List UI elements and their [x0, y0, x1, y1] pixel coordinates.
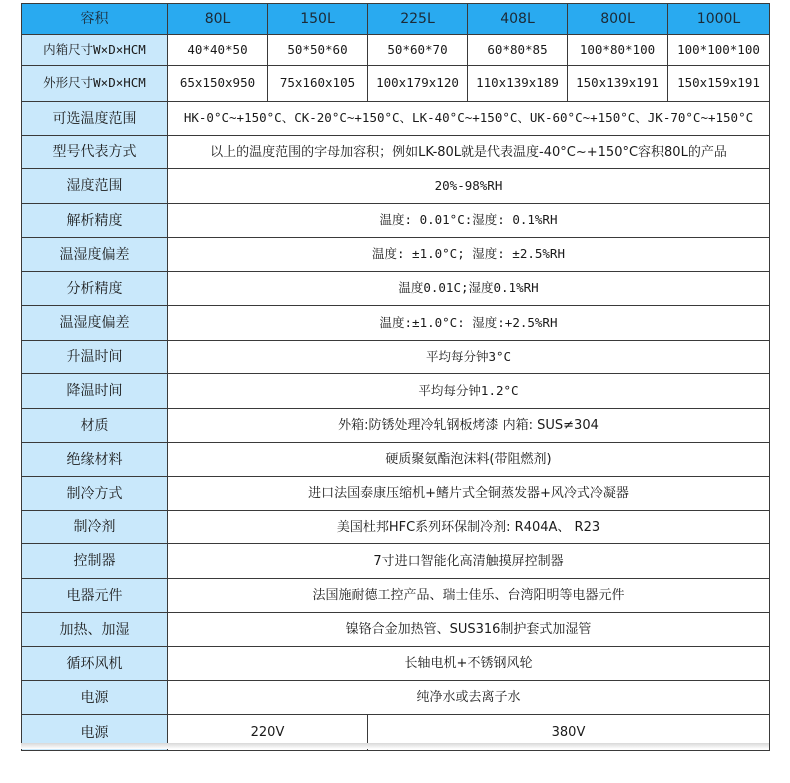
capacity-150l: 150L [268, 4, 368, 35]
spec-label: 分析精度 [22, 272, 168, 306]
power-380v: 380V [368, 715, 770, 751]
spec-label: 控制器 [22, 544, 168, 579]
spec-row [22, 443, 770, 477]
spec-label: 升温时间 [22, 341, 168, 374]
outer-size-cell: 150x159x191 [668, 66, 770, 102]
spec-row [22, 544, 770, 579]
spec-row [22, 341, 770, 374]
spec-row [22, 306, 770, 341]
power-label: 电源 [22, 715, 168, 751]
spec-row [22, 511, 770, 544]
outer-size-cell: 110x139x189 [468, 66, 568, 102]
outer-size-cell: 150x139x191 [568, 66, 668, 102]
spec-row [22, 579, 770, 613]
inner-size-cell: 50*50*60 [268, 35, 368, 66]
spec-label: 降温时间 [22, 374, 168, 409]
outer-size-label: 外形尺寸W×D×HCM [22, 66, 168, 102]
spec-value: 美国杜邦HFC系列环保制冷剂: R404A、 R23 [168, 511, 770, 544]
inner-size-cell: 100*100*100 [668, 35, 770, 66]
capacity-80l: 80L [168, 4, 268, 35]
spec-row [22, 204, 770, 238]
spec-value: 7寸进口智能化高清触摸屏控制器 [168, 544, 770, 579]
spec-row [22, 647, 770, 681]
spec-value: 进口法国泰康压缩机+鳍片式全铜蒸发器+风冷式冷凝器 [168, 477, 770, 511]
outer-size-row [22, 66, 770, 102]
spec-value: 纯净水或去离子水 [168, 681, 770, 715]
outer-size-cell: 75x160x105 [268, 66, 368, 102]
spec-label: 循环风机 [22, 647, 168, 681]
spec-label: 温湿度偏差 [22, 306, 168, 341]
spec-row [22, 272, 770, 306]
spec-label: 加热、加湿 [22, 613, 168, 647]
spec-value: 法国施耐德工控产品、瑞士佳乐、台湾阳明等电器元件 [168, 579, 770, 613]
spec-label: 材质 [22, 409, 168, 443]
spec-row [22, 681, 770, 715]
spec-row [22, 409, 770, 443]
inner-size-cell: 60*80*85 [468, 35, 568, 66]
capacity-225l: 225L [368, 4, 468, 35]
spec-label: 湿度范围 [22, 169, 168, 204]
spec-label: 电器元件 [22, 579, 168, 613]
spec-value: 平均每分钟3°C [168, 341, 770, 374]
spec-value: 镍铬合金加热管、SUS316制护套式加湿管 [168, 613, 770, 647]
spec-label: 制冷剂 [22, 511, 168, 544]
capacity-408l: 408L [468, 4, 568, 35]
spec-row [22, 238, 770, 272]
spec-label: 制冷方式 [22, 477, 168, 511]
spec-label: 电源 [22, 681, 168, 715]
spec-value: 20%-98%RH [168, 169, 770, 204]
spec-row [22, 374, 770, 409]
spec-label: 可选温度范围 [22, 102, 168, 136]
inner-size-row [22, 35, 770, 66]
spec-value: 温度: ±1.0°C; 湿度: ±2.5%RH [168, 238, 770, 272]
spec-row [22, 169, 770, 204]
outer-size-cell: 65x150x950 [168, 66, 268, 102]
inner-size-cell: 40*40*50 [168, 35, 268, 66]
inner-size-cell: 50*60*70 [368, 35, 468, 66]
spec-value: 外箱:防锈处理冷轧钢板烤漆 内箱: SUS≠304 [168, 409, 770, 443]
spec-table [21, 3, 770, 751]
power-220v: 220V [168, 715, 368, 751]
inner-size-label: 内箱尺寸W×D×HCM [22, 35, 168, 66]
spec-label: 解析精度 [22, 204, 168, 238]
spec-label: 温湿度偏差 [22, 238, 168, 272]
spec-row [22, 136, 770, 169]
spec-label: 型号代表方式 [22, 136, 168, 169]
header-row [22, 4, 770, 35]
outer-size-cell: 100x179x120 [368, 66, 468, 102]
spec-label: 绝缘材料 [22, 443, 168, 477]
header-label: 容积 [22, 4, 168, 35]
table-shadow [21, 743, 769, 749]
spec-value: 长轴电机+不锈钢风轮 [168, 647, 770, 681]
spec-row [22, 477, 770, 511]
spec-value: 温度0.01C;湿度0.1%RH [168, 272, 770, 306]
spec-value: HK-0°C~+150°C、CK-20°C~+150°C、LK-40°C~+150°C、UK-60°C~+150°C、JK-70°C~+150°C [168, 102, 770, 136]
inner-size-cell: 100*80*100 [568, 35, 668, 66]
spec-row [22, 102, 770, 136]
capacity-1000l: 1000L [668, 4, 770, 35]
spec-row [22, 613, 770, 647]
spec-value: 温度: 0.01°C:湿度: 0.1%RH [168, 204, 770, 238]
spec-value: 硬质聚氨酯泡沫料(带阻燃剂) [168, 443, 770, 477]
capacity-800l: 800L [568, 4, 668, 35]
spec-value: 平均每分钟1.2°C [168, 374, 770, 409]
spec-value: 温度:±1.0°C: 湿度:+2.5%RH [168, 306, 770, 341]
spec-value: 以上的温度范围的字母加容积；例如LK-80L就是代表温度-40°C~+150°C容积80L的产品 [168, 136, 770, 169]
